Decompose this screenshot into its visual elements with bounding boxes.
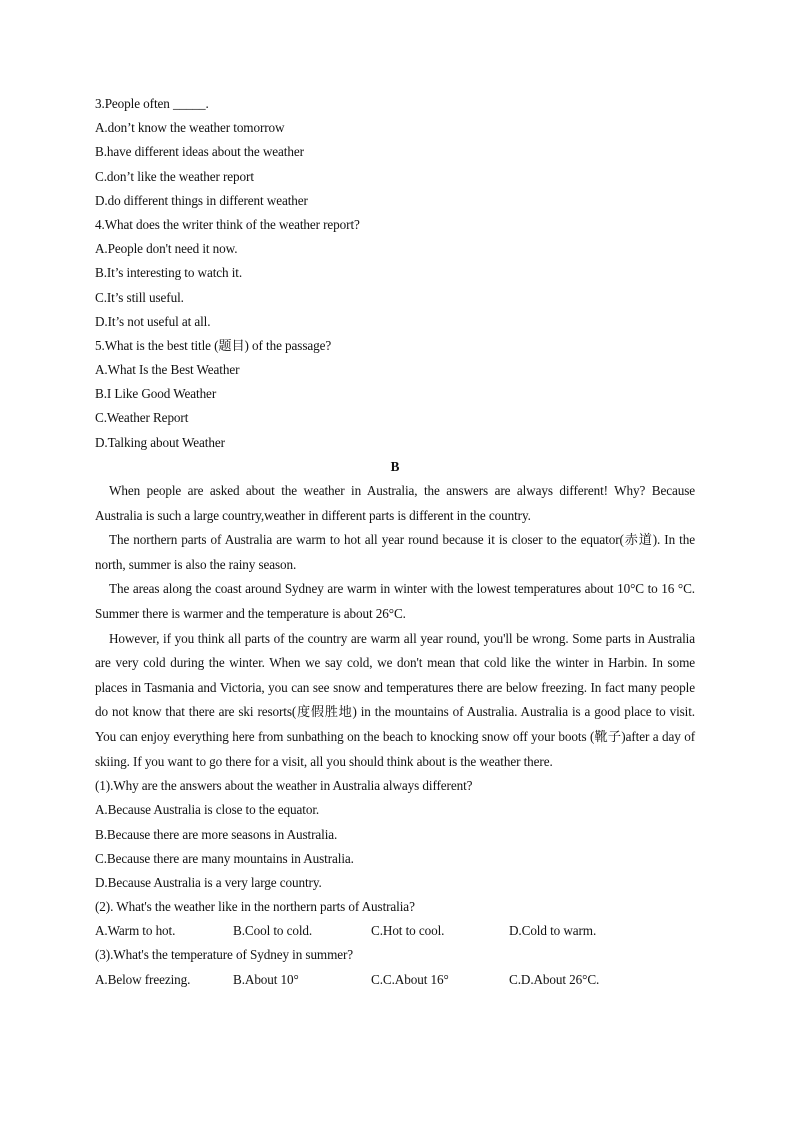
passage-paragraph-3: The areas along the coast around Sydney are warm in winter with the lowest temperatures about 10°C to 16 °C. Summer there is warmer and the temperature is about 26°C. bbox=[95, 581, 695, 621]
question-b3-stem: (3).What's the temperature of Sydney in summer? bbox=[95, 947, 354, 963]
question-b1-option-d: D.Because Australia is a very large country. bbox=[95, 874, 322, 890]
question-4-option-d: D.It’s not useful at all. bbox=[95, 313, 211, 329]
question-4-option-b: B.It’s interesting to watch it. bbox=[95, 265, 243, 281]
question-b3-option-c: C.C.About 16° bbox=[371, 971, 449, 987]
passage-paragraph-4: However, if you think all parts of the country are warm all year round, you'll be wrong. Some parts in Australia are very cold during the winter. When we say cold, we don't mean that cold like the winter in Harbin. In some places in Tasmania and Victoria, you can see snow and temperatures there are below freezing. In fact many people do not know that there are ski resorts(度假胜地) in the mountains of Australia. Australia is a good place to visit. You can enjoy everything here from sunbathing on the beach to knocking snow off your boots (靴子)after a day of skiing. If you want to go there for a visit, all you should think about is the weather there. bbox=[95, 630, 695, 769]
question-5-option-d: D.Talking about Weather bbox=[95, 434, 225, 450]
question-b1-option-b: B.Because there are more seasons in Australia. bbox=[95, 826, 338, 842]
document-content bbox=[95, 92, 695, 992]
question-3-option-d: D.do different things in different weather bbox=[95, 192, 308, 208]
question-3-stem: 3.People often _____. bbox=[95, 96, 209, 111]
question-b3-options bbox=[95, 968, 695, 992]
section-b-title: B bbox=[390, 458, 400, 474]
question-3-option-c: C.don’t like the weather report bbox=[95, 168, 254, 184]
question-b3-option-d: C.D.About 26°C. bbox=[509, 971, 600, 987]
question-5-option-a: A.What Is the Best Weather bbox=[95, 362, 240, 378]
question-5-option-b: B.I Like Good Weather bbox=[95, 386, 217, 402]
question-4-stem: 4.What does the writer think of the weather report? bbox=[95, 216, 360, 232]
question-b3-option-b: B.About 10° bbox=[233, 971, 299, 987]
passage-paragraph-1: When people are asked about the weather in Australia, the answers are always different! Why? Because Australia is such a large country,weather in different parts is different in the country. bbox=[95, 483, 695, 523]
question-b2-option-a: A.Warm to hot. bbox=[95, 923, 176, 939]
passage-paragraph-2: The northern parts of Australia are warm to hot all year round because it is closer to the equator(赤道). In the north, summer is also the rainy season. bbox=[95, 532, 695, 572]
question-b3-option-a: A.Below freezing. bbox=[95, 971, 191, 987]
question-5-stem: 5.What is the best title (题目) of the passage? bbox=[95, 337, 332, 353]
question-b2-stem: (2). What's the weather like in the northern parts of Australia? bbox=[95, 899, 415, 915]
question-3-option-b: B.have different ideas about the weather bbox=[95, 144, 304, 160]
question-b2-option-d: D.Cold to warm. bbox=[509, 923, 597, 939]
question-b1-option-c: C.Because there are many mountains in Australia. bbox=[95, 850, 354, 866]
question-5-option-c: C.Weather Report bbox=[95, 410, 189, 426]
question-4-option-c: C.It’s still useful. bbox=[95, 289, 184, 305]
question-b2-options bbox=[95, 919, 695, 943]
question-b1-stem: (1).Why are the answers about the weather in Australia always different? bbox=[95, 778, 473, 794]
question-b1-option-a: A.Because Australia is close to the equator. bbox=[95, 802, 320, 818]
question-3-option-a: A.don’t know the weather tomorrow bbox=[95, 120, 285, 136]
question-b2-option-c: C.Hot to cool. bbox=[371, 923, 445, 939]
question-4-option-a: A.People don't need it now. bbox=[95, 241, 238, 257]
question-b2-option-b: B.Cool to cold. bbox=[233, 923, 313, 939]
